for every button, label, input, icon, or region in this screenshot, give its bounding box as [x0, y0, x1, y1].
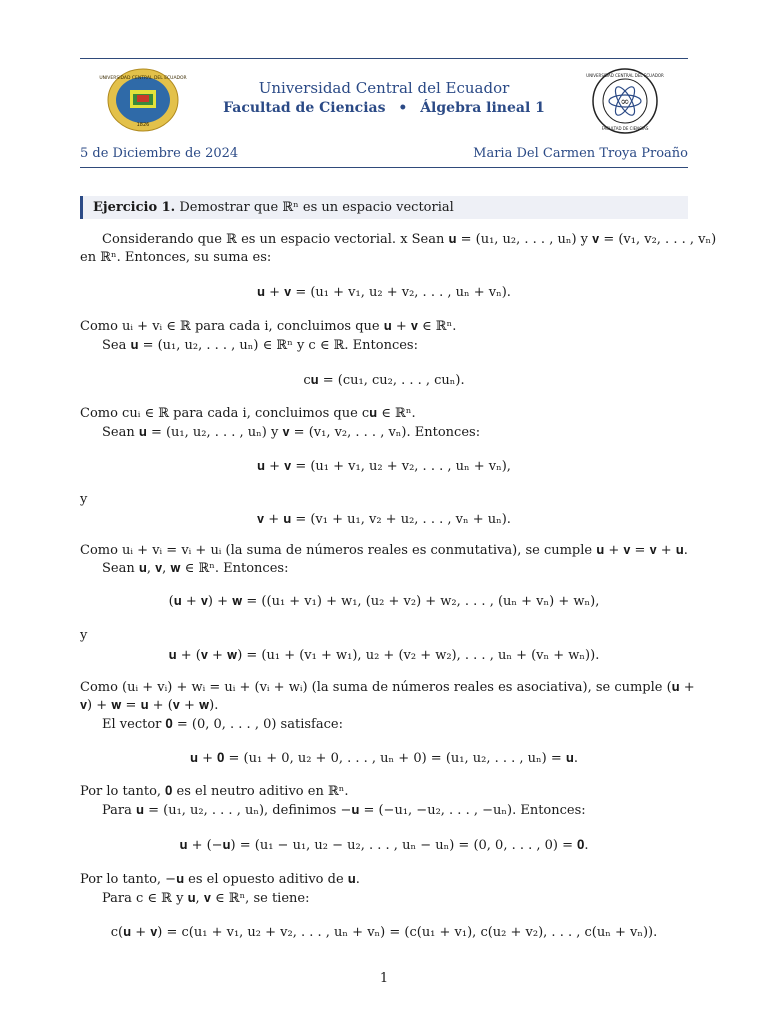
paragraph-line: Por lo tanto, −𝐮 es el opuesto aditivo de 𝐮.	[80, 872, 360, 887]
display-equation: 𝐮 + (𝐯 + 𝐰) = (u₁ + (v₁ + w₁), u₂ + (v₂ + w₂), . . . , uₙ + (vₙ + wₙ)).	[168, 648, 600, 663]
paragraph-line: Como (uᵢ + vᵢ) + wᵢ = uᵢ + (vᵢ + wᵢ) (la suma de números reales es asociativa), se cumple (𝐮 +	[80, 680, 695, 695]
paragraph-line: Sean 𝐮 = (u₁, u₂, . . . , uₙ) y 𝐯 = (v₁, v₂, . . . , vₙ). Entonces:	[102, 425, 481, 440]
course-name: Álgebra lineal 1	[420, 100, 545, 116]
left-logo-text: UNIVERSIDAD CENTRAL DEL ECUADOR	[99, 76, 187, 81]
paragraph-line: Sean 𝐮, 𝐯, 𝐰 ∈ ℝⁿ. Entonces:	[102, 561, 289, 576]
paragraph-line: Como uᵢ + vᵢ ∈ ℝ para cada i, concluimos que 𝐮 + 𝐯 ∈ ℝⁿ.	[80, 319, 457, 334]
exercise-statement: Demostrar que ℝⁿ es un espacio vectorial	[179, 200, 454, 215]
svg-text:∞: ∞	[620, 95, 630, 108]
paragraph-line: Como cuᵢ ∈ ℝ para cada i, concluimos que c𝐮 ∈ ℝⁿ.	[80, 406, 416, 421]
display-equation: 𝐮 + 𝐯 = (u₁ + v₁, u₂ + v₂, . . . , uₙ + vₙ),	[257, 459, 511, 474]
header-bullet: •	[398, 100, 408, 116]
exercise-box	[80, 196, 688, 219]
exercise-label: Ejercicio 1.	[93, 200, 176, 215]
display-equation: 𝐮 + 𝐯 = (u₁ + v₁, u₂ + v₂, . . . , uₙ + vₙ).	[257, 285, 511, 300]
paragraph-line: Como uᵢ + vᵢ = vᵢ + uᵢ (la suma de números reales es conmutativa), se cumple 𝐮 + 𝐯 = 𝐯 + 𝐮.	[80, 543, 688, 558]
display-equation: c(𝐮 + 𝐯) = c(u₁ + v₁, u₂ + v₂, . . . , uₙ + vₙ) = (c(u₁ + v₁), c(u₂ + v₂), . . . , c(uₙ + vₙ)).	[110, 925, 658, 940]
document-date: 5 de Diciembre de 2024	[80, 146, 239, 161]
paragraph-line: Por lo tanto, 𝟎 es el neutro aditivo en ℝⁿ.	[80, 784, 349, 799]
paragraph-line: y	[80, 492, 88, 507]
left-logo-year: 1826	[136, 122, 150, 128]
header-bottom-rule	[80, 167, 688, 168]
document-author: Maria Del Carmen Troya Proaño	[473, 146, 688, 161]
header-top-rule	[80, 58, 688, 59]
display-equation: 𝐯 + 𝐮 = (v₁ + u₁, v₂ + u₂, . . . , vₙ + uₙ).	[257, 512, 511, 527]
university-title: Universidad Central del Ecuador	[258, 79, 510, 97]
faculty-course-line	[0, 100, 768, 116]
paragraph-line: Para c ∈ ℝ y 𝐮, 𝐯 ∈ ℝⁿ, se tiene:	[102, 891, 310, 906]
display-equation: 𝐮 + 𝟎 = (u₁ + 0, u₂ + 0, . . . , uₙ + 0) = (u₁, u₂, . . . , uₙ) = 𝐮.	[189, 751, 578, 766]
right-logo-bottom: FACULTAD DE CIENCIAS	[601, 126, 649, 131]
paragraph-line: Sea 𝐮 = (u₁, u₂, . . . , uₙ) ∈ ℝⁿ y c ∈ ℝ. Entonces:	[102, 338, 418, 353]
page-number: 1	[379, 971, 389, 986]
paragraph-line: 𝐯) + 𝐰 = 𝐮 + (𝐯 + 𝐰).	[80, 698, 219, 713]
display-equation: 𝐮 + (−𝐮) = (u₁ − u₁, u₂ − u₂, . . . , uₙ − uₙ) = (0, 0, . . . , 0) = 𝟎.	[179, 838, 589, 853]
display-equation: c𝐮 = (cu₁, cu₂, . . . , cuₙ).	[303, 373, 465, 388]
display-equation: (𝐮 + 𝐯) + 𝐰 = ((u₁ + v₁) + w₁, (u₂ + v₂) + w₂, . . . , (uₙ + vₙ) + wₙ),	[168, 594, 600, 609]
paragraph-line: El vector 𝟎 = (0, 0, . . . , 0) satisface:	[102, 717, 343, 732]
faculty-name: Facultad de Ciencias	[223, 100, 386, 116]
right-logo-text: UNIVERSIDAD CENTRAL DEL ECUADOR	[586, 73, 664, 78]
paragraph-line: en ℝⁿ. Entonces, su suma es:	[80, 250, 272, 265]
paragraph-line: Para 𝐮 = (u₁, u₂, . . . , uₙ), definimos −𝐮 = (−u₁, −u₂, . . . , −uₙ). Entonces:	[102, 803, 586, 818]
paragraph-line: Considerando que ℝ es un espacio vectorial. x Sean 𝐮 = (u₁, u₂, . . . , uₙ) y 𝐯 = (v₁, v₂, . . . , vₙ)	[102, 232, 717, 247]
paragraph-line: y	[80, 628, 88, 643]
